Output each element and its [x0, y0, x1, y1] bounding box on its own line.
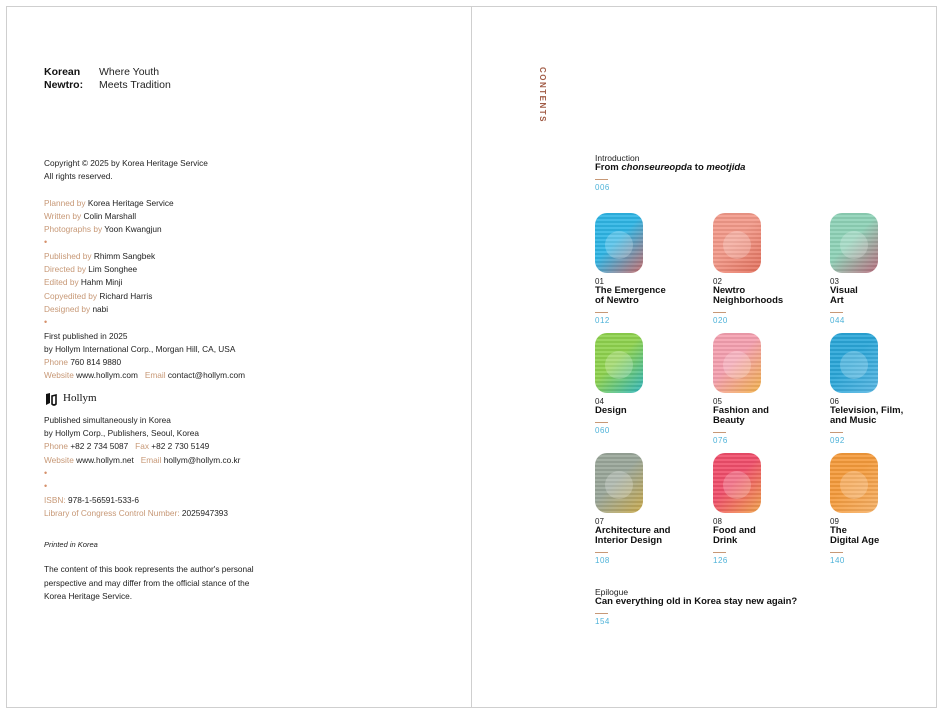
page-number: 140 [830, 556, 845, 565]
chapter-title [713, 526, 823, 546]
hollym-logo-text: Hollym [63, 392, 97, 405]
contact-intl [44, 369, 284, 382]
page-number: 060 [595, 426, 610, 435]
thumbnail-shape [723, 231, 751, 259]
website-label: Website [44, 370, 74, 381]
chapter-title-line: The [830, 525, 847, 536]
bullet-divider: • [44, 467, 48, 478]
book-title [44, 66, 171, 92]
disclaimer-line: The content of this book represents the author's personal [44, 564, 254, 575]
contact-korea [44, 454, 284, 467]
chapter-number: 04 [595, 397, 604, 406]
chapter-thumbnail [713, 453, 761, 513]
title-part: Newtro: [44, 79, 84, 91]
page-number: 006 [595, 183, 610, 192]
bullet-divider: • [44, 317, 48, 328]
chapter-thumbnail [830, 453, 878, 513]
dash-divider [595, 312, 608, 313]
loc-line [44, 507, 284, 520]
credit-value: Hahm Minji [80, 277, 123, 288]
chapter-thumbnail [713, 213, 761, 273]
chapter-title-line: The Emergence [595, 285, 666, 296]
right-page [471, 6, 937, 708]
credit-value: nabi [92, 303, 109, 314]
website-label: Website [44, 454, 74, 465]
chapter-entry[interactable] [595, 453, 705, 565]
chapter-title [713, 406, 823, 426]
credit-value: Colin Marshall [83, 210, 137, 221]
chapter-thumbnail [595, 453, 643, 513]
intro-title-part: to [692, 162, 707, 173]
thumbnail-shape [840, 471, 868, 499]
phone-value: +82 2 734 5087 [70, 441, 129, 452]
email-label: Email [144, 370, 166, 381]
dash-divider [595, 552, 608, 553]
epilogue-title: Can everything old in Korea stay new again? [595, 596, 798, 607]
intro-title-italic: meotjida [706, 162, 746, 173]
fax-value: +82 2 730 5149 [151, 441, 210, 452]
thumbnail-shape [840, 351, 868, 379]
page-number: 126 [713, 556, 728, 565]
email-label: Email [140, 454, 162, 465]
chapter-title-line: Neighborhoods [713, 295, 784, 306]
credit-label: Photographs by [44, 224, 103, 235]
dash-divider [830, 552, 843, 553]
credit-label: Designed by [44, 303, 91, 314]
chapter-entry[interactable] [713, 213, 823, 325]
phone-label: Phone [44, 441, 68, 452]
credit-directed [44, 263, 284, 276]
credit-label: Edited by [44, 277, 79, 288]
loc-label: Library of Congress Control Number: [44, 507, 180, 518]
credit-planned [44, 197, 284, 210]
isbn-value: 978-1-56591-533-6 [67, 494, 140, 505]
chapter-thumbnail [595, 333, 643, 393]
intro-entry[interactable] [595, 153, 745, 192]
dash-divider [713, 552, 726, 553]
email-value: hollym@hollym.co.kr [163, 454, 241, 465]
credit-edited [44, 276, 284, 289]
subtitle-part: Meets Tradition [99, 79, 171, 91]
dash-divider [830, 312, 843, 313]
left-page [6, 6, 473, 708]
printed-in: Printed in Korea [44, 540, 98, 550]
intro-label: Introduction [595, 153, 640, 163]
chapter-number: 06 [830, 397, 839, 406]
subtitle-part: Where Youth [99, 66, 160, 78]
chapter-title-line: Food and [713, 525, 756, 536]
hollym-logo-icon [44, 392, 58, 406]
chapter-title [595, 406, 705, 416]
page-number: 020 [713, 316, 728, 325]
chapter-title-line: and Music [830, 415, 877, 426]
chapter-number: 07 [595, 517, 604, 526]
thumbnail-shape [723, 471, 751, 499]
chapter-title [713, 286, 823, 306]
isbn-line [44, 494, 284, 507]
contents-label: CONTENTS [538, 67, 547, 123]
bullet-divider: • [44, 237, 48, 248]
intro-title-italic: chonseureopda [621, 162, 693, 173]
publisher-korea: by Hollym Corp., Publishers, Seoul, Korea [44, 428, 199, 439]
chapter-thumbnail [830, 213, 878, 273]
fax-label: Fax [135, 441, 149, 452]
website-value: www.hollym.net [76, 454, 134, 465]
bullet-divider: • [44, 481, 48, 492]
chapter-title-line: Art [830, 295, 844, 306]
chapter-entry[interactable] [713, 333, 823, 445]
chapter-title-line: Drink [713, 535, 738, 546]
chapter-title-line: of Newtro [595, 295, 639, 306]
chapter-entry[interactable] [595, 213, 705, 325]
chapter-title-line: Digital Age [830, 535, 880, 546]
thumbnail-shape [605, 351, 633, 379]
chapter-entry[interactable] [830, 213, 940, 325]
credit-value: Yoon Kwangjun [104, 224, 162, 235]
intro-title [595, 163, 745, 173]
credit-published [44, 250, 284, 263]
disclaimer-line: Korea Heritage Service. [44, 591, 133, 602]
credit-label: Copyedited by [44, 290, 98, 301]
dash-divider [830, 432, 843, 433]
chapter-title [595, 286, 705, 306]
chapter-title-line: Television, Film, [830, 405, 904, 416]
chapter-title-line: Visual [830, 285, 858, 296]
dash-divider [595, 613, 608, 614]
credit-designed [44, 303, 284, 316]
phone-value: 760 814 9880 [70, 357, 122, 368]
website-value: www.hollym.com [76, 370, 138, 381]
credit-written [44, 210, 284, 223]
dash-divider [595, 179, 608, 180]
hollym-logo [44, 392, 284, 406]
credit-label: Directed by [44, 264, 86, 275]
chapter-number: 09 [830, 517, 839, 526]
credit-label: Written by [44, 210, 82, 221]
chapter-thumbnail [713, 333, 761, 393]
title-part: Korean [44, 66, 81, 78]
thumbnail-shape [723, 351, 751, 379]
chapter-title-line: Fashion and [713, 405, 769, 416]
first-published: First published in 2025 [44, 330, 128, 341]
chapter-title-line: Newtro [713, 285, 746, 296]
credit-photos [44, 223, 284, 236]
email-value: contact@hollym.com [167, 370, 246, 381]
chapter-number: 02 [713, 277, 722, 286]
copyright-line: Copyright © 2025 by Korea Heritage Service [44, 158, 208, 168]
disclaimer-line: perspective and may differ from the official stance of the [44, 577, 250, 588]
dash-divider [713, 432, 726, 433]
page-number: 154 [595, 617, 610, 626]
phone-label: Phone [44, 357, 68, 368]
chapter-number: 03 [830, 277, 839, 286]
epilogue-label: Epilogue [595, 587, 629, 597]
page-number: 076 [713, 436, 728, 445]
chapter-thumbnail [595, 213, 643, 273]
credit-value: Korea Heritage Service [87, 197, 174, 208]
phone-intl [44, 356, 284, 369]
chapter-entry[interactable] [713, 453, 823, 565]
chapter-title-line: Interior Design [595, 535, 663, 546]
page-number: 092 [830, 436, 845, 445]
chapter-entry[interactable] [595, 333, 705, 435]
page-number: 012 [595, 316, 610, 325]
page-number: 044 [830, 316, 845, 325]
chapter-title-line: Architecture and [595, 525, 671, 536]
chapter-title [595, 526, 705, 546]
rights-line: All rights reserved. [44, 171, 113, 182]
chapter-number: 01 [595, 277, 604, 286]
chapter-title [830, 286, 940, 306]
credit-copyedited [44, 290, 284, 303]
chapter-thumbnail [830, 333, 878, 393]
chapter-title [830, 526, 940, 546]
thumbnail-shape [605, 471, 633, 499]
page-number: 108 [595, 556, 610, 565]
chapter-title [830, 406, 940, 426]
loc-value: 2025947393 [181, 507, 229, 518]
chapter-number: 05 [713, 397, 722, 406]
phone-korea [44, 440, 284, 453]
sim-published: Published simultaneously in Korea [44, 414, 171, 425]
publisher-intl: by Hollym International Corp., Morgan Hill, CA, USA [44, 343, 236, 354]
credit-value: Lim Songhee [88, 264, 138, 275]
thumbnail-shape [840, 231, 868, 259]
colophon [44, 157, 284, 603]
credit-value: Richard Harris [99, 290, 153, 301]
dash-divider [595, 422, 608, 423]
chapter-entry[interactable] [830, 453, 940, 565]
epilogue-entry[interactable] [595, 587, 797, 626]
intro-title-part: From [595, 162, 622, 173]
chapter-title-line: Beauty [713, 415, 745, 426]
credit-value: Rhimm Sangbek [93, 250, 156, 261]
thumbnail-shape [605, 231, 633, 259]
isbn-label: ISBN: [44, 494, 66, 505]
credit-label: Published by [44, 250, 92, 261]
dash-divider [713, 312, 726, 313]
chapter-entry[interactable] [830, 333, 940, 445]
credit-label: Planned by [44, 197, 86, 208]
chapter-number: 08 [713, 517, 722, 526]
chapter-title-line: Design [595, 405, 627, 416]
